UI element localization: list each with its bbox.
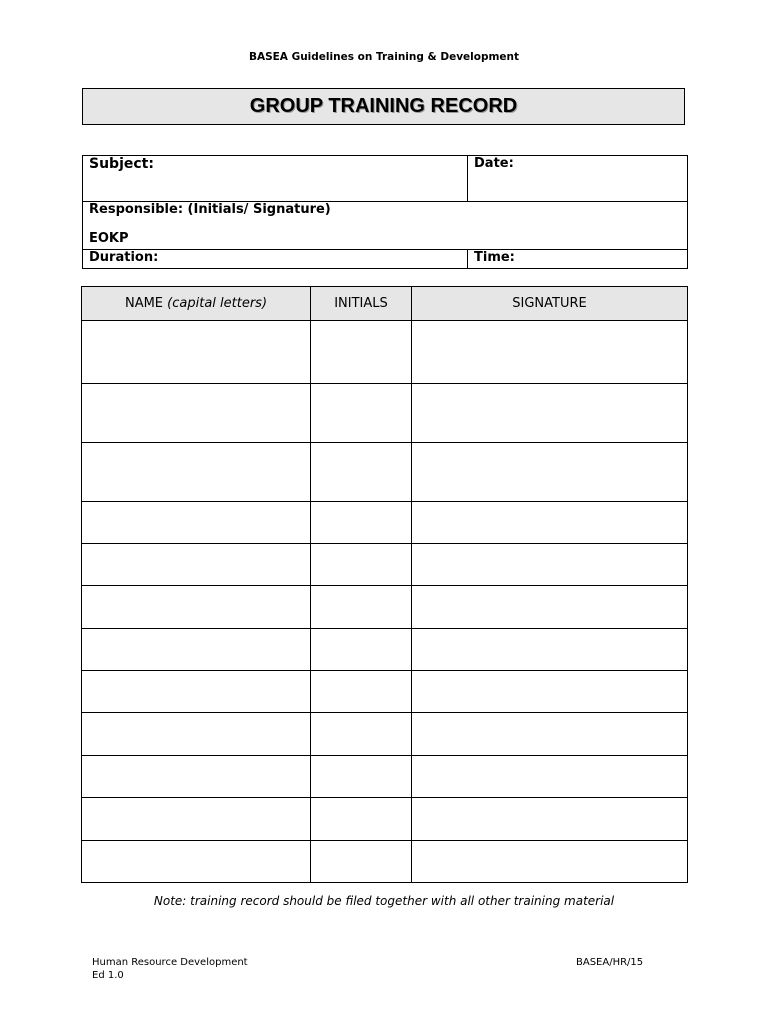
- session-info-table: [82, 155, 688, 269]
- initials-cell[interactable]: [311, 841, 412, 883]
- signature-cell[interactable]: [412, 544, 688, 586]
- table-row: [82, 384, 688, 443]
- subject-label: Subject:: [89, 156, 154, 172]
- initials-cell[interactable]: [311, 544, 412, 586]
- footer-left: [92, 956, 248, 982]
- table-row: [82, 798, 688, 841]
- table-row: [82, 586, 688, 629]
- form-title: GROUP TRAINING RECORD: [249, 95, 518, 117]
- signature-cell[interactable]: [412, 443, 688, 502]
- initials-cell[interactable]: [311, 713, 412, 756]
- date-label: Date:: [474, 156, 514, 171]
- name-cell[interactable]: [82, 713, 311, 756]
- footer-edition: Ed 1.0: [92, 970, 124, 981]
- column-name-note: (capital letters): [167, 296, 268, 311]
- name-cell[interactable]: [82, 544, 311, 586]
- name-cell[interactable]: [82, 629, 311, 671]
- signature-cell[interactable]: [412, 586, 688, 629]
- column-name-label: NAME: [124, 296, 164, 311]
- table-row: [82, 841, 688, 883]
- initials-cell[interactable]: [311, 756, 412, 798]
- footer-department: Human Resource Development: [92, 957, 248, 968]
- initials-cell[interactable]: [311, 798, 412, 841]
- name-cell[interactable]: [82, 502, 311, 544]
- table-row: [82, 544, 688, 586]
- signature-cell[interactable]: [412, 756, 688, 798]
- table-row: [82, 321, 688, 384]
- initials-cell[interactable]: [311, 443, 412, 502]
- initials-cell[interactable]: [311, 502, 412, 544]
- responsible-label: Responsible: (Initials/ Signature): [89, 202, 331, 217]
- duration-field[interactable]: [83, 250, 468, 269]
- signature-cell[interactable]: [412, 841, 688, 883]
- time-label: Time:: [474, 250, 515, 265]
- table-row: [82, 756, 688, 798]
- signature-cell[interactable]: [412, 321, 688, 384]
- initials-cell[interactable]: [311, 384, 412, 443]
- signature-cell[interactable]: [412, 502, 688, 544]
- initials-cell[interactable]: [311, 629, 412, 671]
- signature-cell[interactable]: [412, 671, 688, 713]
- name-cell[interactable]: [82, 756, 311, 798]
- duration-label: Duration:: [89, 250, 159, 265]
- signature-cell[interactable]: [412, 629, 688, 671]
- attendance-header-row: [82, 287, 688, 321]
- date-field[interactable]: [468, 156, 688, 202]
- table-row: [82, 713, 688, 756]
- initials-cell[interactable]: [311, 671, 412, 713]
- initials-cell[interactable]: [311, 586, 412, 629]
- table-row: [82, 629, 688, 671]
- column-header-initials: INITIALS: [311, 287, 412, 321]
- name-cell[interactable]: [82, 384, 311, 443]
- attendance-table: [81, 286, 688, 883]
- initials-cell[interactable]: [311, 321, 412, 384]
- form-title-box: [82, 88, 685, 125]
- table-row: [82, 671, 688, 713]
- table-row: [82, 502, 688, 544]
- responsible-value: EOKP: [89, 231, 129, 246]
- name-cell[interactable]: [82, 586, 311, 629]
- signature-cell[interactable]: [412, 713, 688, 756]
- time-field[interactable]: [468, 250, 688, 269]
- signature-cell[interactable]: [412, 798, 688, 841]
- name-cell[interactable]: [82, 798, 311, 841]
- responsible-field[interactable]: [83, 202, 688, 250]
- name-cell[interactable]: [82, 321, 311, 384]
- column-header-name: [82, 287, 311, 321]
- column-header-signature: SIGNATURE: [412, 287, 688, 321]
- name-cell[interactable]: [82, 841, 311, 883]
- filing-note: Note: training record should be filed together with all other training material: [153, 894, 615, 908]
- signature-cell[interactable]: [412, 384, 688, 443]
- subject-field[interactable]: [83, 156, 468, 202]
- name-cell[interactable]: [82, 443, 311, 502]
- name-cell[interactable]: [82, 671, 311, 713]
- document-header: BASEA Guidelines on Training & Development: [248, 51, 520, 63]
- table-row: [82, 443, 688, 502]
- footer-doc-code: BASEA/HR/15: [576, 957, 644, 968]
